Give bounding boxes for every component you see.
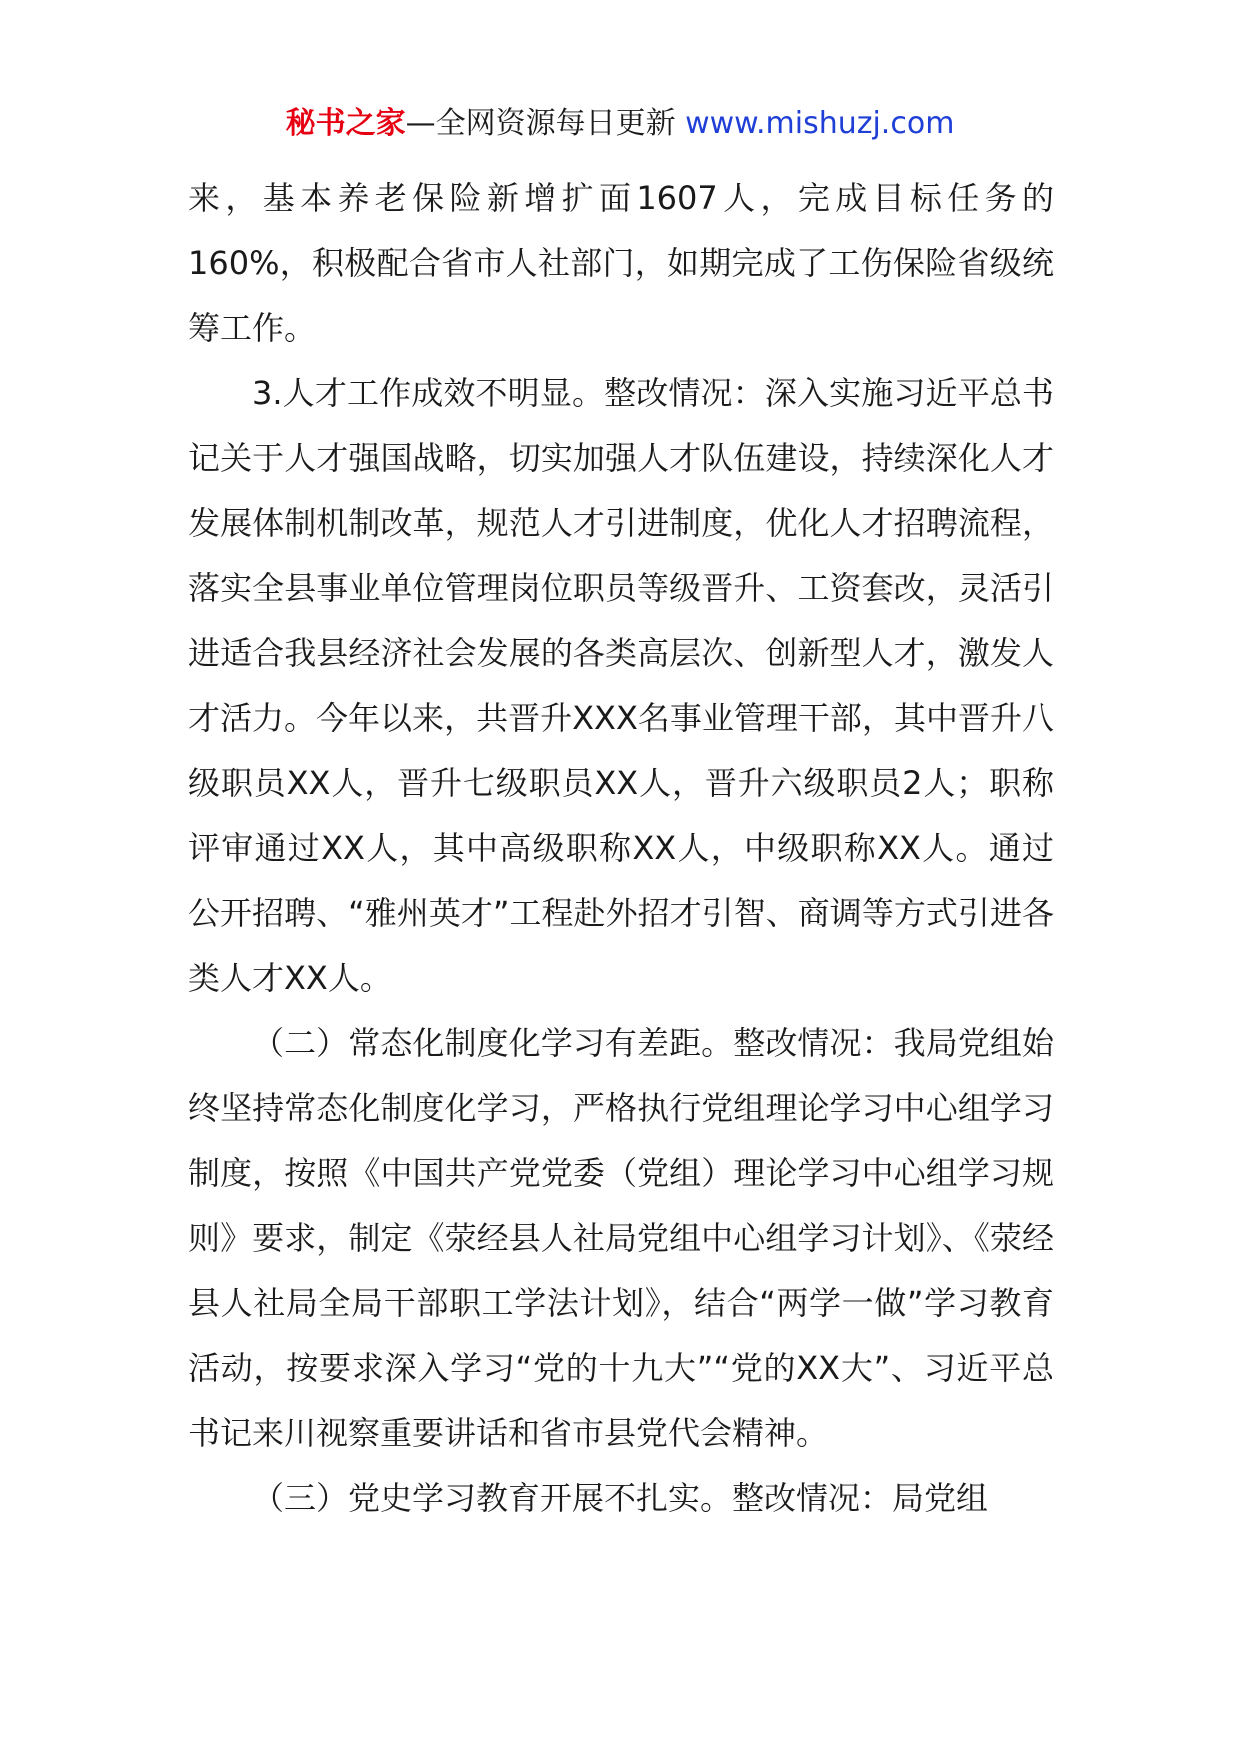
- paragraph-party-history: （三）党史学习教育开展不扎实。整改情况：局党组: [252, 1479, 989, 1517]
- paragraph-study-system: （二）常态化制度化学习有差距。整改情况：我局党组始终坚持常态化制度化学习，严格执行党组理论学习中心组学习制度，按照《中国共产党党委（党组）理论学习中心组学习规则》要求，制定《荥经县人社局党组中心组学习计划》、《荥经县人社局全局干部职工学法计划》，结合“两学一做”学习教育活动，按要求深入学习“党的十九大”“党的XX大”、习近平总书记来川视察重要讲话和省市县党代会精神。: [188, 1024, 1054, 1452]
- site-tagline: —全网资源每日更新: [405, 106, 676, 141]
- paragraph-talent-work: 3.人才工作成效不明显。整改情况：深入实施习近平总书记关于人才强国战略，切实加强人才队伍建设，持续深化人才发展体制机制改革，规范人才引进制度，优化人才招聘流程，落实全县事业单位管理岗位职员等级晋升、工资套改，灵活引进适合我县经济社会发展的各类高层次、创新型人才，激发人才活力。今年以来，共晋升XXX名事业管理干部，其中晋升八级职员XX人，晋升七级职员XX人，晋升六级职员2人；职称评审通过XX人，其中高级职称XX人，中级职称XX人。通过公开招聘、“雅州英才”工程赴外招才引智、商调等方式引进各类人才XX人。: [188, 374, 1054, 997]
- site-url-link[interactable]: www.mishuzj.com: [675, 106, 955, 141]
- site-brand: 秘书之家: [285, 106, 406, 141]
- site-header: [0, 100, 1240, 148]
- document-body: [188, 166, 1054, 1531]
- paragraph-continuation: 来，基本养老保险新增扩面1607人，完成目标任务的160%，积极配合省市人社部门，如期完成了工伤保险省级统筹工作。: [188, 179, 1054, 347]
